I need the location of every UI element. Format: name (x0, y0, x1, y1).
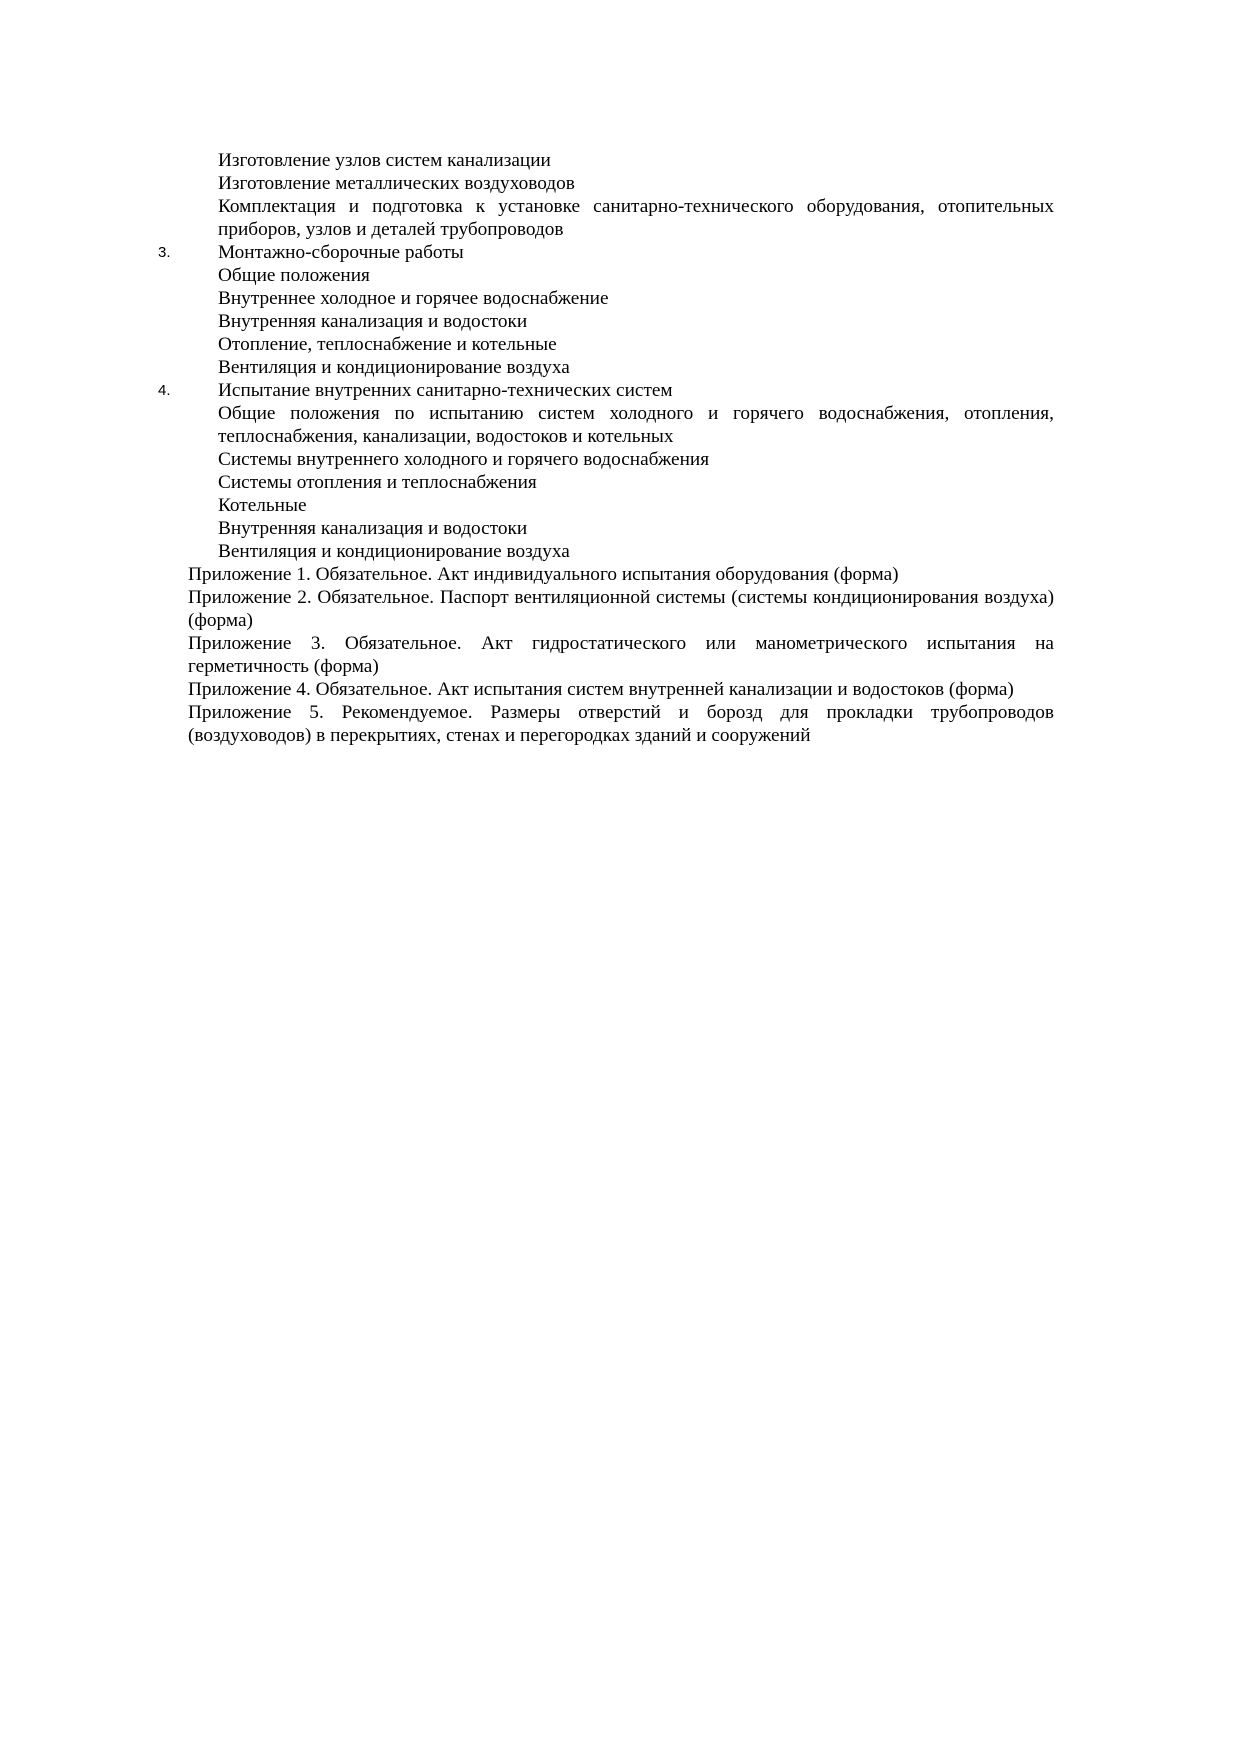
toc-item: Вентиляция и кондиционирование воздуха (218, 541, 570, 562)
toc-item: Системы отопления и теплоснабжения (218, 472, 537, 493)
toc-item: Вентиляция и кондиционирование воздуха (218, 357, 570, 378)
section-number: 4. (158, 382, 171, 399)
toc-item: Отопление, теплоснабжение и котельные (218, 334, 557, 355)
toc-item: Комплектация и подготовка к установке санитарно-технического оборудования, отопительных приборов, узлов и деталей трубопроводов (218, 196, 1054, 240)
toc-item: Котельные (218, 495, 307, 516)
toc-item: Общие положения по испытанию систем холодного и горячего водоснабжения, отопления, теплоснабжения, канализации, водостоков и котельных (218, 403, 1054, 447)
toc-appendix: Приложение 1. Обязательное. Акт индивидуального испытания оборудования (форма) (188, 564, 899, 585)
toc-item: Внутренняя канализация и водостоки (218, 311, 528, 332)
toc-section-3 (158, 241, 1054, 264)
section-number: 3. (158, 244, 171, 261)
toc-appendix: Приложение 3. Обязательное. Акт гидростатического или манометрического испытания на герметичность (форма) (188, 633, 1054, 677)
toc-item: Общие положения (218, 265, 370, 286)
toc-appendix: Приложение 4. Обязательное. Акт испытания систем внутренней канализации и водостоков (форма) (188, 679, 1014, 700)
toc-item: Изготовление узлов систем канализации (218, 150, 551, 171)
toc-section-4 (158, 379, 1054, 402)
toc-item: Системы внутреннего холодного и горячего водоснабжения (218, 449, 710, 470)
toc-item: Изготовление металлических воздуховодов (218, 173, 575, 194)
toc-appendix: Приложение 2. Обязательное. Паспорт вентиляционной системы (системы кондиционирования воздуха) (форма) (188, 587, 1054, 631)
toc-item: Внутренняя канализация и водостоки (218, 518, 528, 539)
table-of-contents (158, 149, 1054, 747)
section-title: Монтажно-сборочные работы (218, 242, 464, 263)
toc-appendix: Приложение 5. Рекомендуемое. Размеры отверстий и борозд для прокладки трубопроводов (воздуховодов) в перекрытиях, стенах и перегородках зданий и сооружений (188, 702, 1054, 746)
toc-item: Внутреннее холодное и горячее водоснабжение (218, 288, 609, 309)
section-title: Испытание внутренних санитарно-технических систем (218, 380, 673, 401)
